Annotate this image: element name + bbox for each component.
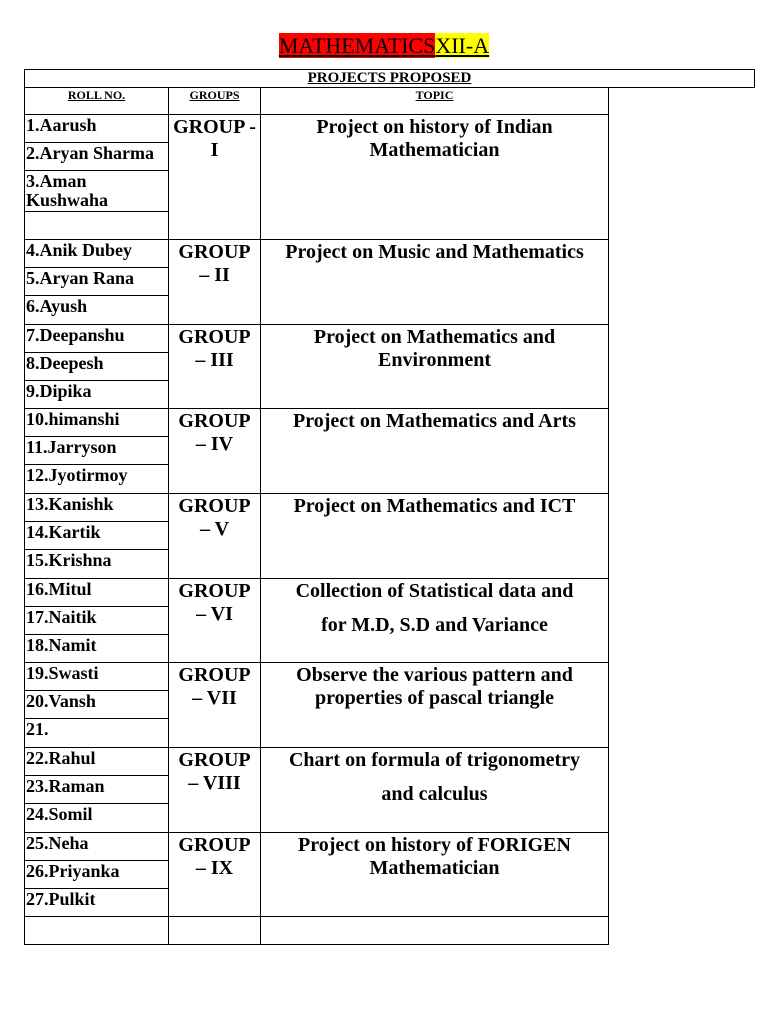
group-label: GROUP – IX xyxy=(178,834,251,879)
topic-cell xyxy=(261,494,609,578)
student-entry: 14.Kartik xyxy=(25,522,168,550)
group-row xyxy=(25,115,609,240)
student-entry: 1.Aarush xyxy=(25,115,168,143)
student-entry: 23.Raman xyxy=(25,776,168,804)
student-entry: 12.Jyotirmoy xyxy=(26,465,128,485)
group-label: GROUP – V xyxy=(178,495,251,540)
group-cell xyxy=(169,240,261,324)
student-entry: 18.Namit xyxy=(26,635,97,655)
empty-cell xyxy=(25,212,168,239)
student-entry: 24.Somil xyxy=(26,804,93,824)
column-header-groups: GROUPS xyxy=(189,88,240,102)
group-row xyxy=(25,833,609,917)
roll-no-cell xyxy=(25,494,169,578)
group-label: GROUP - I xyxy=(173,116,256,161)
group-row xyxy=(25,409,609,494)
group-row xyxy=(25,325,609,409)
empty-cell xyxy=(25,917,169,944)
group-label: GROUP – VIII xyxy=(178,749,251,794)
column-header-cell xyxy=(169,88,261,114)
topic-cell xyxy=(261,748,609,832)
project-topic: Project on Mathematics and Arts xyxy=(293,410,576,432)
student-entry: 26.Priyanka xyxy=(25,861,168,889)
document-title xyxy=(0,34,768,58)
student-entry: 8.Deepesh xyxy=(25,353,168,381)
project-topic: Project on Mathematics and Environment xyxy=(313,326,556,371)
empty-cell xyxy=(169,917,261,944)
title-class: XII-A xyxy=(435,33,490,58)
project-topic: Chart on formula of trigonometry and calculus xyxy=(288,749,581,805)
group-cell xyxy=(169,663,261,747)
column-header-row xyxy=(25,88,609,115)
student-entry: 4.Anik Dubey xyxy=(25,240,168,268)
group-cell xyxy=(169,579,261,662)
student-entry: 22.Rahul xyxy=(25,748,168,776)
roll-no-cell xyxy=(25,240,169,324)
student-entry: 27.Pulkit xyxy=(26,889,96,909)
student-entry: 9.Dipika xyxy=(26,381,92,401)
column-header-cell xyxy=(261,88,609,114)
empty-cell xyxy=(261,917,609,944)
student-entry: 19.Swasti xyxy=(25,663,168,691)
column-header-topic: TOPIC xyxy=(415,88,454,102)
topic-cell xyxy=(261,663,609,747)
topic-cell xyxy=(261,240,609,324)
group-row xyxy=(25,663,609,748)
student-entry: 2.Aryan Sharma xyxy=(25,143,168,171)
project-topic: Project on history of Indian Mathematician xyxy=(316,116,553,161)
group-cell xyxy=(169,409,261,493)
title-subject: MATHEMATICS xyxy=(278,33,436,58)
roll-no-cell xyxy=(25,409,169,493)
student-entry: 6.Ayush xyxy=(26,296,88,316)
projects-table xyxy=(24,88,609,945)
column-header-cell xyxy=(25,88,169,114)
group-row xyxy=(25,240,609,325)
student-entry: 16.Mitul xyxy=(25,579,168,607)
topic-cell xyxy=(261,833,609,916)
roll-no-cell xyxy=(25,579,169,662)
group-label: GROUP – II xyxy=(178,241,251,286)
student-entry: 13.Kanishk xyxy=(25,494,168,522)
group-label: GROUP – IV xyxy=(178,410,251,455)
project-topic: Observe the various pattern and properties of pascal triangle xyxy=(296,664,573,709)
column-header-roll-no: ROLL NO. xyxy=(67,88,126,102)
blank-row xyxy=(25,917,609,945)
topic-cell xyxy=(261,409,609,493)
project-topic: Collection of Statistical data and for M.D, S.D and Variance xyxy=(295,580,574,636)
table-caption-row xyxy=(24,69,755,88)
project-topic: Project on Music and Mathematics xyxy=(285,241,584,263)
group-row xyxy=(25,579,609,663)
table-caption: PROJECTS PROPOSED xyxy=(307,70,472,86)
group-cell xyxy=(169,325,261,408)
project-topic: Project on history of FORIGEN Mathematician xyxy=(298,834,571,879)
roll-no-cell xyxy=(25,325,169,408)
student-entry: 3.Aman Kushwaha xyxy=(25,171,168,212)
group-label: GROUP – VI xyxy=(178,580,251,625)
topic-cell xyxy=(261,579,609,662)
group-cell xyxy=(169,748,261,832)
roll-no-cell xyxy=(25,663,169,747)
student-entry: 17.Naitik xyxy=(25,607,168,635)
group-cell xyxy=(169,115,261,239)
group-row xyxy=(25,494,609,579)
student-entry: 7.Deepanshu xyxy=(25,325,168,353)
group-cell xyxy=(169,833,261,916)
roll-no-cell xyxy=(25,748,169,832)
student-entry: 10.himanshi xyxy=(25,409,168,437)
group-cell xyxy=(169,494,261,578)
roll-no-cell xyxy=(25,115,169,239)
project-topic: Project on Mathematics and ICT xyxy=(293,495,576,517)
group-row xyxy=(25,748,609,833)
student-entry: 25.Neha xyxy=(25,833,168,861)
roll-no-cell xyxy=(25,833,169,916)
student-entry: 20.Vansh xyxy=(25,691,168,719)
topic-cell xyxy=(261,115,609,239)
student-entry: 21. xyxy=(26,719,49,739)
topic-cell xyxy=(261,325,609,408)
student-entry: 11.Jarryson xyxy=(25,437,168,465)
student-entry: 15.Krishna xyxy=(26,550,112,570)
group-label: GROUP – VII xyxy=(178,664,251,709)
student-entry: 5.Aryan Rana xyxy=(25,268,168,296)
group-label: GROUP – III xyxy=(178,326,251,371)
